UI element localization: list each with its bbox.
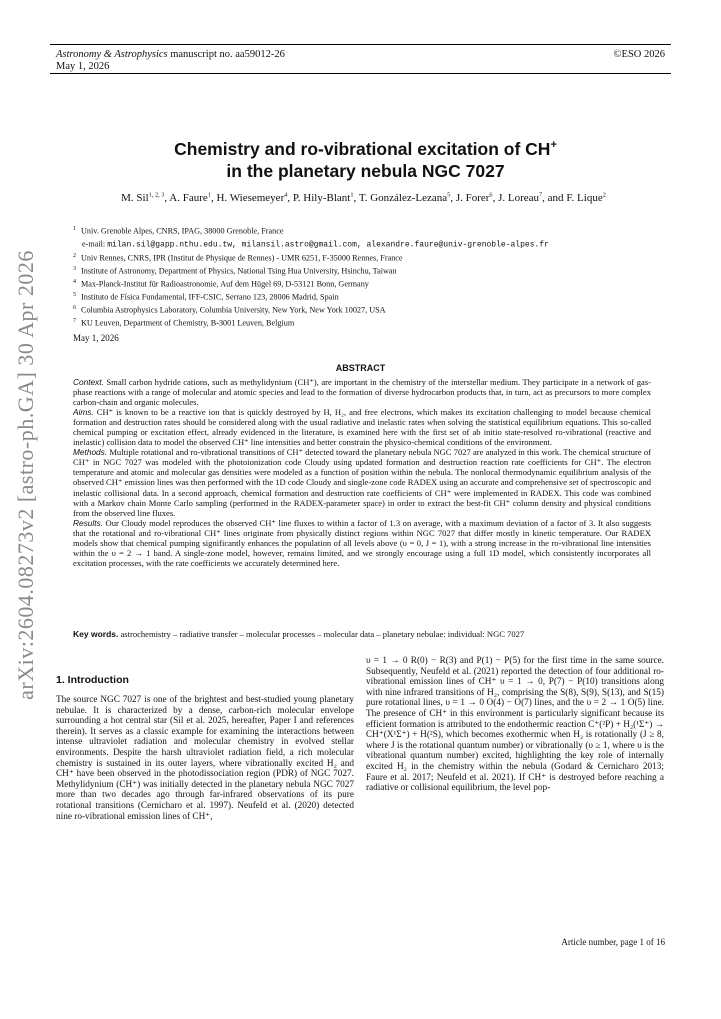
affiliation-number: 2 <box>73 252 76 259</box>
affiliation-number: 6 <box>73 304 76 311</box>
title-line-1: Chemistry and ro-vibrational excitation of CH <box>174 138 551 159</box>
copyright-notice: ©ESO 2026 <box>613 49 665 60</box>
author-affiliation-marker: 5 <box>447 191 451 199</box>
aims-text: CH⁺ is known to be a reactive ion that is quickly destroyed by H, H₂, and free electrons, which makes its excitation challenging to model because chemical formation and destruction rates should be considered along with the usual radiative and inelastic rates when solving the statistical equilibrium equations. This so-called chemical pumping or excitation effect, already evidenced in the literature, is examined here with the first set of ab initio state-resolved ro-vibrational (reactive and inelastic) collision data to model the observed CH⁺ line intensities and better constrain the physico-chemical conditions of the environment. <box>73 407 651 448</box>
affiliation-number: 3 <box>73 265 76 272</box>
affiliation-item <box>73 237 549 251</box>
author-separator: , <box>450 192 456 204</box>
intro-left-text: The source NGC 7027 is one of the brightest and best-studied young planetary nebulae. It is characterized by a dense, carbon-rich molecular envelope surrounding a hot central star (Sil et al. 2025, hereafter, Paper I and references therein). It serves as a classic example for examining the interactions between intense ultraviolet radiation and molecular chemistry in evolved stellar environments. Despite the harsh ultraviolet radiation field, a rich molecular chemistry is sustained in its outer layers, where vibrationally excited H₂ and CH⁺ have been observed in the photodissociation region (PDR) of NGC 7027. Methylidynium (CH⁺) was initially detected in the planetary nebula NGC 7027 more than two decades ago through far-infrared observations of its pure rotational transitions (Cernicharo et al. 1997). Neufeld et al. (2020) detected nine ro-vibrational emission lines of CH⁺, <box>56 695 354 822</box>
affiliation-number: 5 <box>73 291 76 298</box>
context-label: Context. <box>73 377 104 387</box>
author-name: J. Loreau <box>498 192 540 204</box>
results-text: Our Cloudy model reproduces the observed CH⁺ line fluxes to within a factor of 1.3 on average, with a maximum deviation of a factor of 3. It also suggests that the rotational and ro-vibrational CH⁺ lines originate from physically distinct regions within NGC 7027 that differ mostly in kinetic temperature. Our RADEX models show that chemical pumping significantly enhances the population of all levels above (υ = 0, J = 1), with a strong increase in the ro-vibrational line intensities within the υ = 2 → 1 band. A single-zone model, however, remains limited, and we strongly encourage using a full 1D model, which consistently incorporates all excitation processes, with the rate coefficients we accurately determined here. <box>73 517 651 568</box>
keywords <box>73 629 651 639</box>
author-affiliation-marker: 1 <box>207 191 211 199</box>
author-name: P. Hily-Blant <box>292 192 351 204</box>
affiliation-text: Institute of Astronomy, Department of Physics, National Tsing Hua University, Hsinchu, Taiwan <box>81 266 397 276</box>
affiliation-text: Max-Planck-Institut für Radioastronomie, Auf dem Hügel 69, D-53121 Bonn, Germany <box>81 279 369 289</box>
author-name: M. Sil <box>121 192 149 204</box>
affiliation-number: 4 <box>73 278 76 285</box>
page-footer: Article number, page 1 of 16 <box>561 937 665 947</box>
author-affiliation-marker: 1 <box>350 191 354 199</box>
author-name: H. Wiesemeyer <box>216 192 285 204</box>
title-superscript: + <box>550 139 557 151</box>
abstract-results <box>73 518 651 568</box>
author-affiliation-marker: 2 <box>602 191 606 199</box>
affiliation-item <box>73 264 549 277</box>
arxiv-sidebar <box>8 250 44 700</box>
email-addresses: milan.sil@gapp.nthu.edu.tw, milansil.astro@gmail.com, alexandre.faure@univ-grenoble-alpes.fr <box>107 240 549 250</box>
affiliation-item <box>73 277 549 290</box>
received-date: May 1, 2026 <box>73 333 119 343</box>
author-separator: , and <box>542 192 567 204</box>
journal-name: Astronomy & Astrophysics <box>56 49 168 60</box>
keywords-text: astrochemistry – radiative transfer – molecular processes – molecular data – planetary nebulae: individual: NGC 7027 <box>120 629 525 639</box>
affiliation-text: Univ Rennes, CNRS, IPR (Institut de Physique de Rennes) - UMR 6251, F-35000 Rennes, France <box>81 253 403 263</box>
abstract-context <box>73 377 651 407</box>
affiliation-list <box>73 224 549 329</box>
paper-title <box>60 134 671 182</box>
affiliation-text: e-mail: <box>82 239 108 249</box>
affiliation-item <box>73 303 549 316</box>
affiliation-number: 7 <box>73 317 76 324</box>
author-name: A. Faure <box>169 192 208 204</box>
affiliation-item <box>73 224 549 237</box>
affiliation-number: 1 <box>73 226 76 232</box>
author-affiliation-marker: 7 <box>539 191 543 199</box>
methods-label: Methods. <box>73 447 108 458</box>
author-name: F. Lique <box>566 192 603 204</box>
header-date: May 1, 2026 <box>56 61 110 72</box>
author-separator: , <box>287 192 293 204</box>
section-heading-introduction: 1. Introduction <box>56 674 129 686</box>
intro-right-text: υ = 1 → 0 R(0) − R(3) and P(1) − P(5) for the first time in the same source. Subsequently, Neufeld et al. (2021) reported the detection of four additional ro-vibrational emission lines of CH⁺ υ = 1 → 0, P(7) − P(10) transitions along with nine infrared transitions of H₂, comprising the S(8), S(9), S(13), and S(15) pure rotational lines, υ = 1 → 0 O(4) − O(7) lines, and the υ = 2 → 1 O(5) line. The presence of CH⁺ in this environment is particularly significant because its efficient formation is attributed to the endothermic reaction C⁺(²P) + H₂(¹Σ⁺) → CH⁺(X¹Σ⁺) + H(²S), which becomes exothermic when H₂ is rotationally (J ≥ 8, where J is the rotational quantum number) or vibrationally (υ ≥ 1, where υ is the vibrational quantum number) excited, highlighting the key role of internally excited H₂ in the chemistry within the nebula (Godard & Cernicharo 2013; Faure et al. 2017; Neufeld et al. 2021). If CH⁺ is destroyed before reaching a radiative or collisional equilibrium, the level pop- <box>366 656 664 794</box>
author-affiliation-marker: 1, 2, 3 <box>148 191 165 199</box>
author-affiliation-marker: 4 <box>284 191 288 199</box>
affiliation-text: Univ. Grenoble Alpes, CNRS, IPAG, 38000 Grenoble, France <box>81 226 284 236</box>
results-label: Results. <box>73 517 103 528</box>
author-name: J. Forer <box>455 192 490 204</box>
abstract-heading: ABSTRACT <box>335 363 386 373</box>
keywords-label: Key words. <box>73 629 119 639</box>
affiliation-item <box>73 290 549 303</box>
aims-label: Aims. <box>73 407 94 418</box>
author-separator: , <box>164 192 170 204</box>
affiliation-item <box>73 251 549 264</box>
abstract-aims <box>73 407 651 447</box>
running-header <box>56 49 285 73</box>
affiliation-text: Columbia Astrophysics Laboratory, Columbia University, New York, New York 10027, USA <box>81 305 386 315</box>
author-separator: , <box>210 192 217 204</box>
intro-column-left <box>56 695 354 822</box>
abstract-body <box>73 377 651 568</box>
affiliation-item <box>73 316 549 329</box>
author-list <box>56 191 671 205</box>
author-separator: , <box>492 192 499 204</box>
author-separator: , <box>353 192 359 204</box>
author-name: T. González-Lezana <box>358 192 448 204</box>
author-affiliation-marker: 6 <box>489 191 493 199</box>
manuscript-number: manuscript no. aa59012-26 <box>170 49 285 60</box>
context-text: Small carbon hydride cations, such as methylidynium (CH⁺), are important in the chemistry of the interstellar medium. They participate in a network of gas-phase reactions with a range of molecular and atomic species and lead to the formation of diverse hydrocarbon products that, in turn, act as precursors to more complex carbon-chain and organic molecules. <box>73 377 651 408</box>
title-line-2: in the planetary nebula NGC 7027 <box>226 160 505 181</box>
intro-column-right <box>366 656 664 794</box>
affiliation-text: Instituto de Física Fundamental, IFF-CSIC, Serrano 123, 28006 Madrid, Spain <box>81 292 339 302</box>
arxiv-identifier: arXiv:2604.08273v2 [astro-ph.GA] 30 Apr 2026 <box>13 250 39 700</box>
methods-text: Multiple rotational and ro-vibrational transitions of CH⁺ detected toward the planetary nebula NGC 7027 are analyzed in this work. The chemical structure of CH⁺ in NGC 7027 was modeled with the photoionization code Cloudy using updated formation and destruction reaction rate coefficients for CH⁺. The electron temperature and atomic and molecular gas densities were modeled as a function of position within the nebula. The nonlocal thermodynamic equilibrium analysis of the observed CH⁺ emission lines was then performed with the 1D code Cloudy and single-zone code RADEX using an accurate and comprehensive set of spectroscopic and inelastic collisional data. In a second approach, chemical formation and destruction rate coefficients of CH⁺ were implemented in RADEX. This code was combined with a Markov chain Monte Carlo sampling (performed in the RADEX-parameter space) in order to extract the best-fit CH⁺ column density and physical conditions from the observed line fluxes. <box>73 447 651 518</box>
affiliation-text: KU Leuven, Department of Chemistry, B-3001 Leuven, Belgium <box>81 318 295 328</box>
abstract-methods <box>73 447 651 517</box>
